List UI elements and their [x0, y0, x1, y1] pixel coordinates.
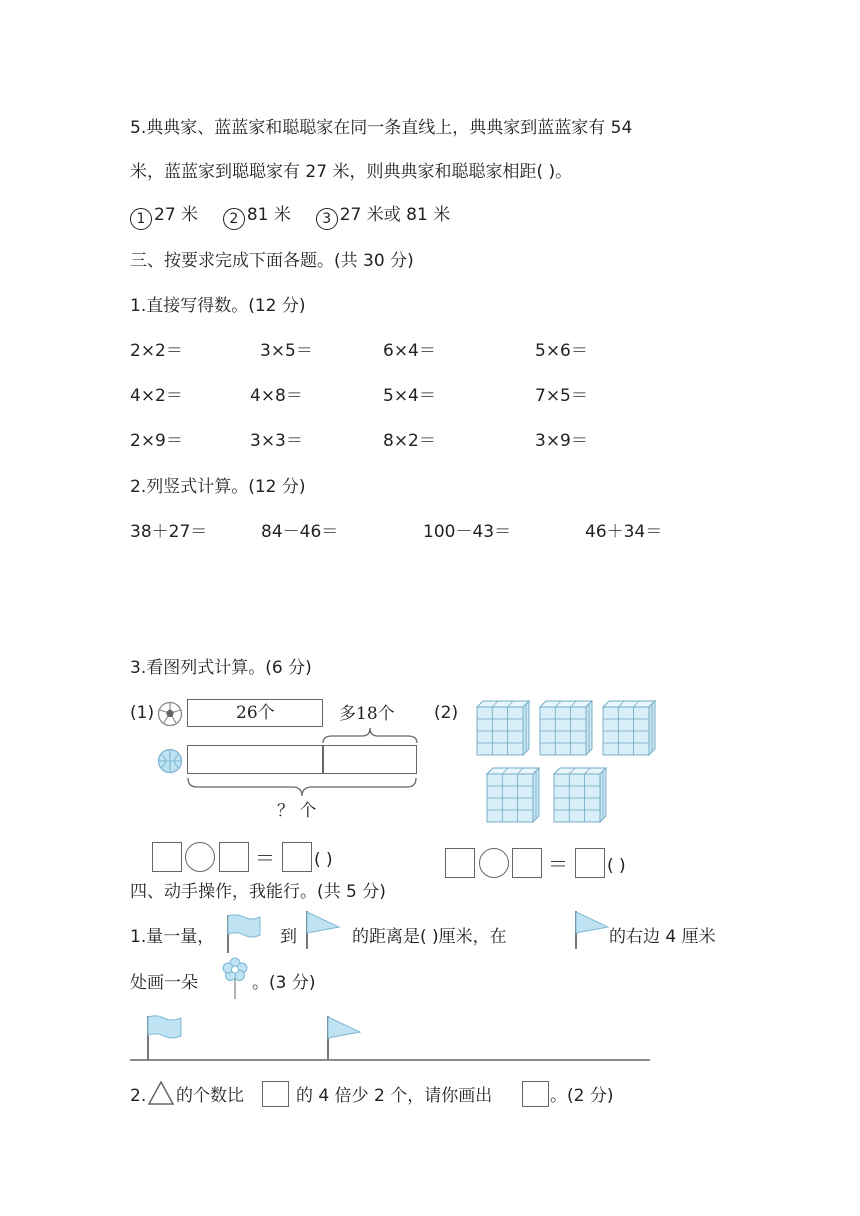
calc-r1c2: 5×4＝: [383, 386, 436, 406]
calc-r1c3: 7×5＝: [535, 386, 588, 406]
cube-blocks: [470, 698, 665, 826]
s3-q1-title: 1.直接写得数。(12 分): [130, 296, 306, 316]
pennant-flag-icon: [305, 909, 341, 951]
s4-q1-line2-b: 。(3 分): [252, 973, 316, 993]
measure-line: [130, 1010, 652, 1064]
calc-r2c2: 8×2＝: [383, 431, 436, 451]
s3-q3-title: 3.看图列式计算。(6 分): [130, 658, 312, 678]
q5-line1: 5.典典家、蓝蓝家和聪聪家在同一条直线上，典典家到蓝蓝家有 54: [130, 118, 633, 138]
option-1: 1 27 米: [130, 205, 198, 225]
option-2: 2 81 米: [223, 205, 291, 225]
soccer-ball-icon: [157, 701, 183, 727]
section4-title: 四、动手操作，我能行。(共 5 分): [130, 882, 386, 902]
p2-label: (2): [434, 703, 459, 723]
calc-r2c0: 2×9＝: [130, 431, 183, 451]
section3-title: 三、按要求完成下面各题。(共 30 分): [130, 251, 414, 271]
vertical-calc-3: 100－43＝: [423, 522, 512, 542]
calc-r0c2: 6×4＝: [383, 341, 436, 361]
s3-q2-title: 2.列竖式计算。(12 分): [130, 477, 306, 497]
s4-q1-line2-a: 处画一朵: [130, 973, 198, 993]
q5-options: [130, 207, 450, 230]
bar-top-label: 26个: [236, 703, 275, 723]
vertical-calc-2: 84－46＝: [261, 522, 339, 542]
calc-r2c3: 3×9＝: [535, 431, 588, 451]
s4-q1-part-c: 的距离是( )厘米，在: [352, 927, 507, 947]
s4-q2-part-c: 的 4 倍少 2 个，请你画出: [296, 1086, 493, 1106]
bar-bottom-divider: [322, 745, 324, 774]
answer-box-2a[interactable]: [445, 848, 475, 878]
calc-r2c1: 3×3＝: [250, 431, 303, 451]
s4-q1-part-d: 的右边 4 厘米: [609, 927, 716, 947]
calc-r1c0: 4×2＝: [130, 386, 183, 406]
operator-circle-2[interactable]: [479, 848, 509, 878]
p1-label: (1): [130, 703, 155, 723]
more-label: 多18个: [339, 704, 395, 724]
vertical-calc-1: 38＋27＝: [130, 522, 208, 542]
calc-r0c1: 3×5＝: [260, 341, 313, 361]
equals-2: ＝: [548, 852, 568, 876]
flower-icon: [221, 957, 249, 1001]
answer-box-2b[interactable]: [512, 848, 542, 878]
s4-q1-part-b: 到: [280, 927, 297, 947]
question-label: ？ 个: [277, 801, 317, 821]
pennant-flag-icon-2: [574, 909, 610, 951]
calc-r0c3: 5×6＝: [535, 341, 588, 361]
square-icon: [262, 1081, 289, 1107]
square-icon-2: [522, 1081, 549, 1107]
unit-paren-2: ( ): [607, 856, 626, 876]
basketball-icon: [157, 748, 183, 774]
calc-r0c0: 2×2＝: [130, 341, 183, 361]
equals-1: ＝: [255, 846, 275, 870]
triangle-icon: [147, 1080, 175, 1106]
vertical-calc-4: 46＋34＝: [585, 522, 663, 542]
s4-q2-part-b: 的个数比: [176, 1086, 244, 1106]
answer-box-2c[interactable]: [575, 848, 605, 878]
brace-bottom: [187, 777, 417, 797]
bar-bottom: [187, 745, 417, 774]
flag-on-line: [148, 1016, 181, 1060]
s4-q2-part-a: 2.: [130, 1086, 147, 1106]
option-3: 3 27 米或 81 米: [316, 205, 450, 225]
flag-icon: [226, 913, 262, 955]
answer-box-1b[interactable]: [219, 842, 249, 872]
brace-top: [322, 727, 418, 745]
answer-box-1a[interactable]: [152, 842, 182, 872]
s4-q1-part-a: 1.量一量，: [130, 927, 215, 947]
s4-q2-part-d: 。(2 分): [550, 1086, 614, 1106]
unit-paren-1: ( ): [314, 850, 333, 870]
calc-r1c1: 4×8＝: [250, 386, 303, 406]
q5-line2: 米，蓝蓝家到聪聪家有 27 米，则典典家和聪聪家相距( )。: [130, 162, 573, 182]
operator-circle-1[interactable]: [185, 842, 215, 872]
pennant-on-line: [328, 1016, 360, 1060]
answer-box-1c[interactable]: [282, 842, 312, 872]
